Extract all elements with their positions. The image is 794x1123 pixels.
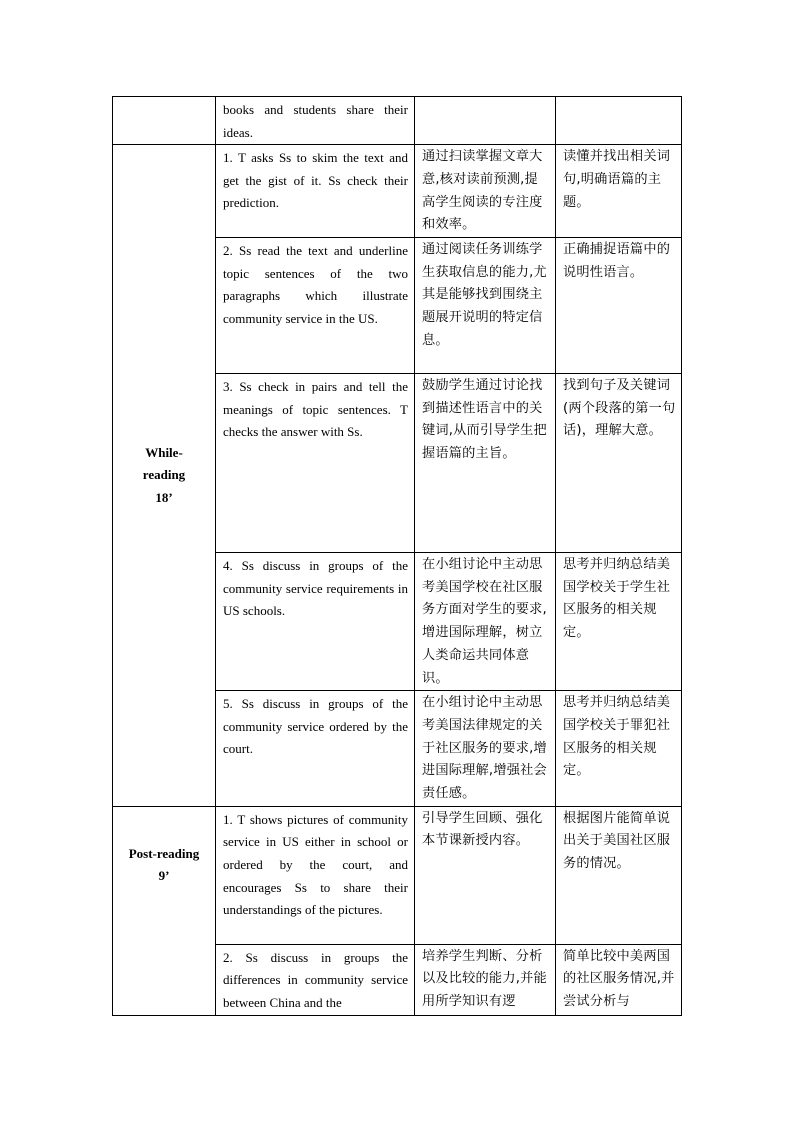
activity-cell — [216, 553, 415, 691]
effect-cell — [556, 238, 682, 374]
effect-text: 找到句子及关键词(两个段落的第一句话)，理解大意。 — [563, 378, 676, 439]
effect-text — [556, 97, 681, 98]
effect-cell — [556, 553, 682, 691]
activity-cell — [216, 238, 415, 374]
activity-cell — [216, 97, 415, 145]
activity-text: books and students share their ideas. — [223, 102, 408, 140]
purpose-cell — [415, 97, 556, 145]
effect-cell — [556, 944, 682, 1015]
effect-cell — [556, 145, 682, 238]
stage-cell-blank — [113, 97, 216, 145]
activity-cell — [216, 806, 415, 944]
effect-text: 正确捕捉语篇中的说明性语言。 — [563, 242, 671, 280]
effect-cell — [556, 691, 682, 807]
purpose-text: 培养学生判断、分析以及比较的能力,并能用所学知识有逻 — [422, 948, 547, 1010]
stage-duration: 9’ — [158, 868, 170, 884]
effect-cell — [556, 806, 682, 944]
purpose-text: 在小组讨论中主动思考美国法律规定的关于社区服务的要求,增进国际理解,增强社会责任感。 — [422, 695, 547, 802]
purpose-text: 通过扫读掌握文章大意,核对读前预测,提高学生阅读的专注度和效率。 — [422, 149, 543, 233]
activity-text: 1. T shows pictures of community service in US either in school or ordered by the court, and encourages Ss to share their understandings of the pictures. — [223, 811, 408, 918]
activity-text: 2. Ss discuss in groups the differences in community service between China and the — [223, 949, 408, 1010]
effect-text: 简单比较中美两国的社区服务情况,并尝试分析与 — [563, 948, 675, 1010]
stage-duration: 18’ — [155, 489, 173, 505]
lesson-plan-table — [112, 96, 682, 1016]
activity-cell — [216, 145, 415, 238]
purpose-text — [415, 97, 555, 98]
purpose-cell — [415, 553, 556, 691]
stage-cell-while-reading — [113, 145, 216, 807]
activity-text: 1. T asks Ss to skim the text and get the gist of it. Ss check their prediction. — [223, 150, 408, 211]
table-row — [113, 97, 682, 145]
stage-label-line: Post-reading — [128, 845, 200, 861]
stage-cell-post-reading — [113, 806, 216, 1015]
purpose-cell — [415, 374, 556, 553]
activity-text: 2. Ss read the text and underline topic sentences of the two paragraphs which illustrate community service in the US. — [223, 243, 408, 326]
purpose-cell — [415, 806, 556, 944]
table-row — [113, 806, 682, 944]
effect-text: 思考并归纳总结美国学校关于学生社区服务的相关规定。 — [563, 557, 671, 641]
activity-text: 5. Ss discuss in groups of the community service ordered by the court. — [223, 696, 408, 757]
activity-cell — [216, 374, 415, 553]
activity-text: 4. Ss discuss in groups of the community service requirements in US schools. — [223, 558, 408, 619]
activity-cell — [216, 691, 415, 807]
purpose-cell — [415, 691, 556, 807]
stage-label-line: While- — [145, 444, 183, 460]
purpose-text: 在小组讨论中主动思考美国学校在社区服务方面对学生的要求,增进国际理解，树立人类命运共同体意识。 — [422, 557, 547, 686]
purpose-text: 引导学生回顾、强化本节课新授内容。 — [422, 810, 543, 849]
effect-text: 读懂并找出相关词句,明确语篇的主题。 — [563, 149, 671, 210]
activity-text: 3. Ss check in pairs and tell the meanings of topic sentences. T checks the answer with Ss. — [223, 379, 408, 440]
purpose-cell — [415, 238, 556, 374]
table-row — [113, 145, 682, 238]
effect-text: 思考并归纳总结美国学校关于罪犯社区服务的相关规定。 — [563, 695, 671, 779]
purpose-cell — [415, 145, 556, 238]
activity-cell — [216, 944, 415, 1015]
effect-cell — [556, 97, 682, 145]
effect-text: 根据图片能简单说出关于美国社区服务的情况。 — [563, 810, 671, 872]
stage-label-line: reading — [142, 467, 186, 483]
purpose-cell — [415, 944, 556, 1015]
effect-cell — [556, 374, 682, 553]
purpose-text: 鼓励学生通过讨论找到描述性语言中的关键词,从而引导学生把握语篇的主旨。 — [422, 378, 547, 462]
purpose-text: 通过阅读任务训练学生获取信息的能力,尤其是能够找到围绕主题展开说明的特定信息。 — [422, 242, 547, 348]
